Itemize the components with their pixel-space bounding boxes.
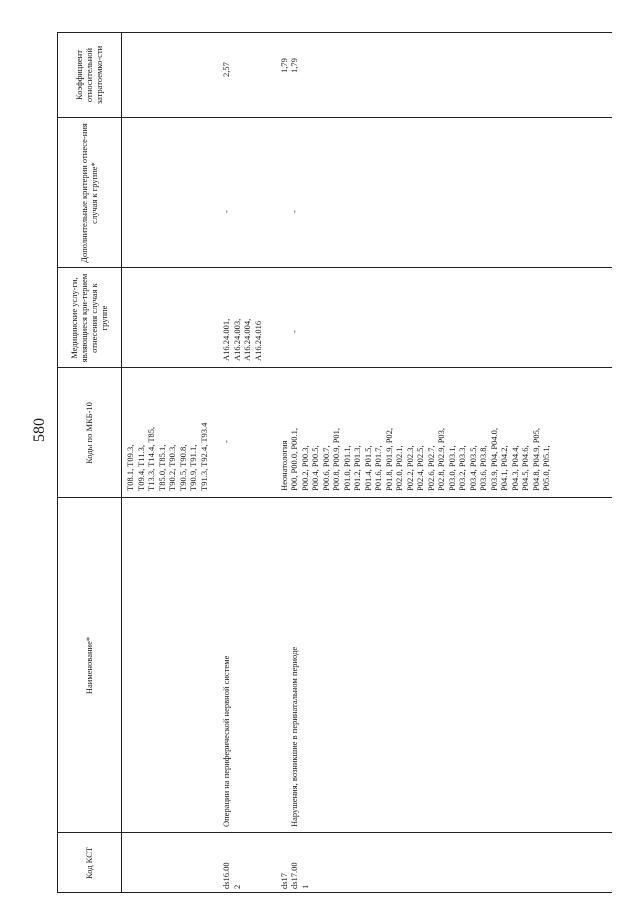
row-mkb-ds16-002: -	[221, 440, 231, 443]
header-services-text: Медицинские услу-ги, являющиеся кри-терием отнесения случая к группе	[69, 273, 109, 363]
table-right-border	[57, 32, 612, 33]
row-coef-ds16-002: 2,57	[221, 62, 231, 77]
profile-coef-ds17: 1,79	[279, 58, 289, 73]
header-coef-text: Коэффициент относительной затратоемко-сти	[74, 45, 104, 105]
header-coef	[57, 35, 121, 115]
header-code-text: Код КСТ	[84, 846, 94, 880]
row-criteria-ds17-001: -	[289, 210, 299, 213]
header-mkb	[57, 370, 121, 496]
column-divider	[57, 367, 612, 368]
header-name	[57, 500, 121, 831]
header-services	[57, 271, 121, 365]
row-coef-ds17-001: 1,79	[289, 58, 299, 73]
row-services-ds17-001: -	[289, 330, 299, 333]
column-divider	[57, 832, 612, 833]
header-criteria-text: Дополнительные критерии отнесе-ния случая к группе*	[79, 123, 99, 263]
header-criteria	[57, 123, 121, 263]
profile-code-ds17: ds17	[279, 872, 289, 889]
row-name-ds17-001: Нарушения, возникшие в перинатальном периоде	[289, 646, 299, 827]
column-divider	[57, 497, 612, 498]
column-divider	[57, 117, 612, 118]
header-bottom-border	[121, 33, 122, 893]
row-mkb-ds17-001: P00, P00.0, P00.1, P00.2, P00.3, P00.4, P00.5, P00.6, P00.7, P00.8, P00.9, P01, P01.0, P01.1, P01.2, P01.3, P01.4, P01.5, P01.6, P01.7, P01.8, P01.9, P02, P02.0, P02.1, P02.2, P02.3, P02.4, P02.5, P02.6, P02.7, P02.8, P02.9, P03, P03.0, P03.1, P03.2, P03.3, P03.4, P03.5, P03.6, P03.8, P03.9, P04, P04.0, P04.1, P04.2, P04.3, P04.4, P04.5, P04.6, P04.8, P04.9, P05, P05.0, P05.1,	[289, 427, 551, 491]
table-left-border	[57, 892, 612, 893]
page-number: 580	[31, 418, 48, 442]
mkb-codes-continued: T08.1, T09.3, T09.4, T11.3, T13.3, T14.4, T85, T85.0, T85.1, T90.2, T90.3, T90.5, T90.8, T90.9, T91.1, T91.3, T92.4, T93.4	[125, 422, 209, 491]
column-divider	[57, 267, 612, 268]
profile-name-ds17: Неонатология	[279, 440, 289, 491]
row-criteria-ds16-002: -	[221, 210, 231, 213]
row-services-ds16-002: A16.24.001, A16.24.003, A16.24.004, A16.24.016	[221, 318, 263, 361]
row-code-ds16-002: ds16.00 2	[221, 862, 242, 889]
rotated-table	[57, 33, 612, 893]
header-mkb-text: Коды по МКБ-10	[84, 402, 94, 464]
row-code-ds17-001: ds17.00 1	[289, 862, 310, 889]
header-name-text: Наименование*	[84, 636, 94, 695]
header-code	[57, 835, 121, 891]
row-name-ds16-002: Операции на периферической нервной системе	[221, 655, 231, 827]
